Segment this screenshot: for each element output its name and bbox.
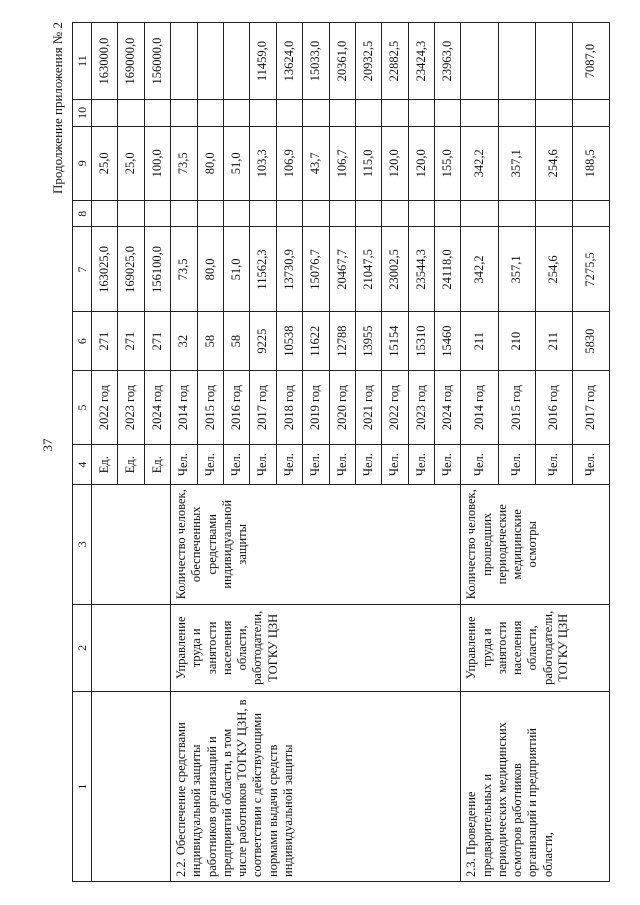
indicator-value-cell: 9225 — [250, 312, 276, 370]
regional-budget-cell: 51,0 — [223, 126, 249, 200]
federal-budget-cell — [250, 200, 276, 227]
column-number-6: 6 — [73, 312, 92, 370]
unit-cell: Чел. — [223, 445, 249, 485]
extra-budgetary-cell: 22882,5 — [382, 23, 408, 100]
column-number-3: 3 — [73, 485, 92, 604]
year-cell: 2022 год — [92, 370, 118, 444]
regional-budget-cell: 100,0 — [144, 126, 170, 200]
regional-budget-cell: 106,7 — [329, 126, 355, 200]
total-funding-cell: 20467,7 — [329, 227, 355, 312]
local-budget-cell — [535, 100, 572, 127]
unit-cell: Чел. — [171, 445, 197, 485]
indicator-value-cell: 15310 — [408, 312, 434, 370]
extra-budgetary-cell — [498, 23, 535, 100]
local-budget-cell — [144, 100, 170, 127]
year-cell: 2024 год — [435, 370, 461, 444]
total-funding-cell: 169025,0 — [118, 227, 144, 312]
column-number-2: 2 — [73, 604, 92, 692]
indicator-value-cell: 12788 — [329, 312, 355, 370]
column-number-7: 7 — [73, 227, 92, 312]
local-budget-cell — [382, 100, 408, 127]
activity-name-cell: 2.3. Проведение предварительных и периодических медицинских осмотров работников организаций и предприятий области, — [461, 692, 610, 882]
table-wrapper — [72, 22, 610, 882]
local-budget-cell — [276, 100, 302, 127]
header-row — [73, 23, 92, 882]
year-cell: 2023 год — [408, 370, 434, 444]
responsible-executor-cell — [92, 604, 171, 692]
total-funding-cell: 7275,5 — [572, 227, 609, 312]
federal-budget-cell — [118, 200, 144, 227]
unit-cell: Чел. — [250, 445, 276, 485]
activity-name-cell: 2.2. Обеспечение средствами индивидуальной защиты работников организаций и предприятий области, в том числе работников ТОГКУ ЦЗН, в соответствии с действующими нормами выдачи средств индивидуальной защиты — [171, 692, 461, 882]
indicator-value-cell: 13955 — [355, 312, 381, 370]
table-row — [171, 23, 197, 882]
local-budget-cell — [408, 100, 434, 127]
local-budget-cell — [461, 100, 498, 127]
total-funding-cell: 15076,7 — [303, 227, 329, 312]
extra-budgetary-cell: 20361,0 — [329, 23, 355, 100]
extra-budgetary-cell: 169000,0 — [118, 23, 144, 100]
unit-cell: Чел. — [435, 445, 461, 485]
year-cell: 2016 год — [535, 370, 572, 444]
year-cell: 2022 год — [382, 370, 408, 444]
federal-budget-cell — [303, 200, 329, 227]
indicator-value-cell: 5830 — [572, 312, 609, 370]
unit-cell: Чел. — [197, 445, 223, 485]
total-funding-cell: 163025,0 — [92, 227, 118, 312]
local-budget-cell — [118, 100, 144, 127]
unit-cell: Чел. — [276, 445, 302, 485]
column-number-10: 10 — [73, 100, 92, 127]
indicator-value-cell: 32 — [171, 312, 197, 370]
extra-budgetary-cell — [461, 23, 498, 100]
indicator-value-cell: 11622 — [303, 312, 329, 370]
federal-budget-cell — [171, 200, 197, 227]
year-cell: 2016 год — [223, 370, 249, 444]
regional-budget-cell: 73,5 — [171, 126, 197, 200]
unit-cell: Ед. — [118, 445, 144, 485]
federal-budget-cell — [572, 200, 609, 227]
year-cell: 2015 год — [498, 370, 535, 444]
regional-budget-cell: 342,2 — [461, 126, 498, 200]
year-cell: 2021 год — [355, 370, 381, 444]
table-body — [92, 23, 610, 882]
local-budget-cell — [197, 100, 223, 127]
federal-budget-cell — [382, 200, 408, 227]
local-budget-cell — [92, 100, 118, 127]
total-funding-cell: 23002,5 — [382, 227, 408, 312]
extra-budgetary-cell: 23424,3 — [408, 23, 434, 100]
local-budget-cell — [223, 100, 249, 127]
extra-budgetary-cell — [535, 23, 572, 100]
rotated-sheet — [72, 22, 610, 882]
total-funding-cell: 73,5 — [171, 227, 197, 312]
regional-budget-cell: 120,0 — [408, 126, 434, 200]
extra-budgetary-cell: 20932,5 — [355, 23, 381, 100]
year-cell: 2020 год — [329, 370, 355, 444]
total-funding-cell: 80,0 — [197, 227, 223, 312]
indicator-name-cell: Количество человек, прошедших периодические медицинские осмотры — [461, 485, 610, 604]
federal-budget-cell — [498, 200, 535, 227]
year-cell: 2014 год — [171, 370, 197, 444]
year-cell: 2018 год — [276, 370, 302, 444]
column-number-1: 1 — [73, 692, 92, 882]
indicator-value-cell: 211 — [535, 312, 572, 370]
federal-budget-cell — [355, 200, 381, 227]
year-cell: 2017 год — [250, 370, 276, 444]
column-number-11: 11 — [73, 23, 92, 100]
activity-name-cell — [92, 692, 171, 882]
total-funding-cell: 21047,5 — [355, 227, 381, 312]
year-cell: 2015 год — [197, 370, 223, 444]
extra-budgetary-cell — [223, 23, 249, 100]
local-budget-cell — [435, 100, 461, 127]
unit-cell: Чел. — [355, 445, 381, 485]
unit-cell: Чел. — [303, 445, 329, 485]
federal-budget-cell — [408, 200, 434, 227]
local-budget-cell — [303, 100, 329, 127]
local-budget-cell — [171, 100, 197, 127]
unit-cell: Чел. — [382, 445, 408, 485]
federal-budget-cell — [223, 200, 249, 227]
federal-budget-cell — [197, 200, 223, 227]
indicator-value-cell: 58 — [223, 312, 249, 370]
year-cell: 2019 год — [303, 370, 329, 444]
regional-budget-cell: 155,0 — [435, 126, 461, 200]
appendix-continuation-note: Продолжение приложения № 2 — [50, 22, 65, 194]
table-row — [92, 23, 118, 882]
federal-budget-cell — [535, 200, 572, 227]
regional-budget-cell: 25,0 — [118, 126, 144, 200]
indicator-value-cell: 15460 — [435, 312, 461, 370]
local-budget-cell — [498, 100, 535, 127]
indicator-value-cell: 15154 — [382, 312, 408, 370]
responsible-executor-cell: Управление труда и занятости населения области, работодатели, ТОГКУ ЦЗН — [171, 604, 461, 692]
regional-budget-cell: 103,3 — [250, 126, 276, 200]
federal-budget-cell — [461, 200, 498, 227]
program-activities-table — [72, 22, 610, 882]
federal-budget-cell — [276, 200, 302, 227]
unit-cell: Чел. — [461, 445, 498, 485]
total-funding-cell: 13730,9 — [276, 227, 302, 312]
total-funding-cell: 11562,3 — [250, 227, 276, 312]
indicator-name-cell — [92, 485, 171, 604]
indicator-value-cell: 211 — [461, 312, 498, 370]
extra-budgetary-cell: 23963,0 — [435, 23, 461, 100]
federal-budget-cell — [435, 200, 461, 227]
extra-budgetary-cell — [197, 23, 223, 100]
total-funding-cell: 51,0 — [223, 227, 249, 312]
unit-cell: Чел. — [535, 445, 572, 485]
indicator-value-cell: 271 — [118, 312, 144, 370]
unit-cell: Чел. — [329, 445, 355, 485]
local-budget-cell — [355, 100, 381, 127]
column-number-8: 8 — [73, 200, 92, 227]
unit-cell: Ед. — [92, 445, 118, 485]
local-budget-cell — [572, 100, 609, 127]
regional-budget-cell: 254,6 — [535, 126, 572, 200]
indicator-value-cell: 271 — [144, 312, 170, 370]
total-funding-cell: 342,2 — [461, 227, 498, 312]
indicator-value-cell: 271 — [92, 312, 118, 370]
indicator-value-cell: 58 — [197, 312, 223, 370]
total-funding-cell: 357,1 — [498, 227, 535, 312]
regional-budget-cell: 106,9 — [276, 126, 302, 200]
total-funding-cell: 24118,0 — [435, 227, 461, 312]
regional-budget-cell: 80,0 — [197, 126, 223, 200]
unit-cell: Чел. — [408, 445, 434, 485]
column-number-9: 9 — [73, 126, 92, 200]
local-budget-cell — [329, 100, 355, 127]
regional-budget-cell: 188,5 — [572, 126, 609, 200]
extra-budgetary-cell: 13624,0 — [276, 23, 302, 100]
year-cell: 2024 год — [144, 370, 170, 444]
year-cell: 2023 год — [118, 370, 144, 444]
unit-cell: Ед. — [144, 445, 170, 485]
extra-budgetary-cell: 15033,0 — [303, 23, 329, 100]
total-funding-cell: 23544,3 — [408, 227, 434, 312]
extra-budgetary-cell: 156000,0 — [144, 23, 170, 100]
total-funding-cell: 254,6 — [535, 227, 572, 312]
page-number: 37 — [40, 438, 55, 452]
column-number-5: 5 — [73, 370, 92, 444]
indicator-value-cell: 10538 — [276, 312, 302, 370]
local-budget-cell — [250, 100, 276, 127]
federal-budget-cell — [92, 200, 118, 227]
extra-budgetary-cell: 7087,0 — [572, 23, 609, 100]
regional-budget-cell: 357,1 — [498, 126, 535, 200]
year-cell: 2017 год — [572, 370, 609, 444]
responsible-executor-cell: Управление труда и занятости населения области, работодатели, ТОГКУ ЦЗН — [461, 604, 610, 692]
indicator-name-cell: Количество человек, обеспеченных средствами индивидуальной защиты — [171, 485, 461, 604]
extra-budgetary-cell: 11459,0 — [250, 23, 276, 100]
regional-budget-cell: 115,0 — [355, 126, 381, 200]
unit-cell: Чел. — [572, 445, 609, 485]
federal-budget-cell — [144, 200, 170, 227]
total-funding-cell: 156100,0 — [144, 227, 170, 312]
extra-budgetary-cell: 163000,0 — [92, 23, 118, 100]
unit-cell: Чел. — [498, 445, 535, 485]
regional-budget-cell: 25,0 — [92, 126, 118, 200]
regional-budget-cell: 120,0 — [382, 126, 408, 200]
indicator-value-cell: 210 — [498, 312, 535, 370]
extra-budgetary-cell — [171, 23, 197, 100]
federal-budget-cell — [329, 200, 355, 227]
regional-budget-cell: 43,7 — [303, 126, 329, 200]
column-number-4: 4 — [73, 445, 92, 485]
year-cell: 2014 год — [461, 370, 498, 444]
table-row — [461, 23, 498, 882]
